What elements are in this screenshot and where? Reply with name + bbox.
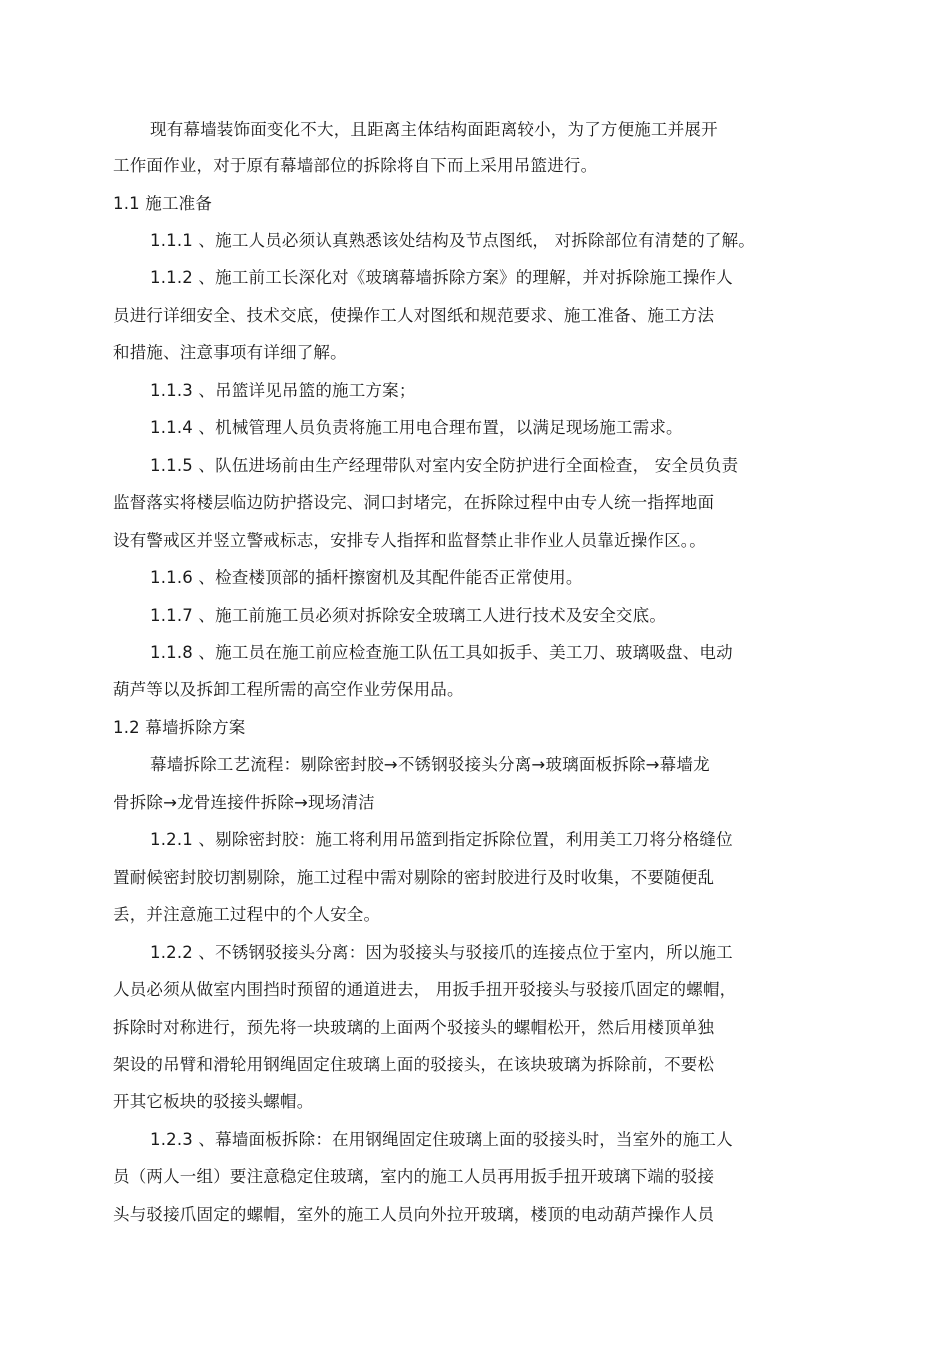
text-line: 1.1.1 、施工人员必须认真熟悉该处结构及节点图纸， 对拆除部位有清楚的了解。 xyxy=(150,231,755,250)
text-line: 开其它板块的驳接头螺帽。 xyxy=(113,1092,314,1111)
text-line: 葫芦等以及拆卸工程所需的高空作业劳保用品。 xyxy=(113,680,464,699)
text-line: 幕墙拆除工艺流程：剔除密封胶→不锈钢驳接头分离→玻璃面板拆除→幕墙龙 xyxy=(150,755,710,774)
text-line: 设有警戒区并竖立警戒标志，安排专人指挥和监督禁止非作业人员靠近操作区。。 xyxy=(113,531,706,550)
text-line: 1.1.2 、施工前工长深化对《玻璃幕墙拆除方案》的理解，并对拆除施工操作人 xyxy=(150,268,733,287)
text-line: 置耐候密封胶切割剔除，施工过程中需对剔除的密封胶进行及时收集，不要随便乱 xyxy=(113,868,715,887)
text-line: 员（两人一组）要注意稳定住玻璃，室内的施工人员再用扳手扭开玻璃下端的驳接 xyxy=(113,1167,715,1186)
text-line: 工作面作业，对于原有幕墙部位的拆除将自下而上采用吊篮进行。 xyxy=(113,156,598,175)
text-line: 头与驳接爪固定的螺帽，室外的施工人员向外拉开玻璃，楼顶的电动葫芦操作人员 xyxy=(113,1205,715,1224)
text-line: 丢，并注意施工过程中的个人安全。 xyxy=(113,905,381,924)
text-line: 1.2.3 、幕墙面板拆除：在用钢绳固定住玻璃上面的驳接头时，当室外的施工人 xyxy=(150,1130,733,1149)
text-line: 1.1.7 、施工前施工员必须对拆除安全玻璃工人进行技术及安全交底。 xyxy=(150,606,667,625)
section-heading: 1.1 施工准备 xyxy=(113,194,213,213)
text-line: 现有幕墙装饰面变化不大，且距离主体结构面距离较小，为了方便施工并展开 xyxy=(150,120,718,139)
text-line: 骨拆除→龙骨连接件拆除→现场清洁 xyxy=(113,793,375,812)
text-line: 1.1.5 、队伍进场前由生产经理带队对室内安全防护进行全面检查， 安全员负责 xyxy=(150,456,739,475)
section-heading: 1.2 幕墙拆除方案 xyxy=(113,718,246,737)
text-line: 人员必须从做室内围挡时预留的通道进去， 用扳手扭开驳接头与驳接爪固定的螺帽， xyxy=(113,980,737,999)
text-line: 1.1.3 、吊篮详见吊篮的施工方案； xyxy=(150,381,416,400)
text-line: 拆除时对称进行，预先将一块玻璃的上面两个驳接头的螺帽松开，然后用楼顶单独 xyxy=(113,1018,715,1037)
text-line: 1.2.1 、剔除密封胶：施工将利用吊篮到指定拆除位置，利用美工刀将分格缝位 xyxy=(150,830,733,849)
text-line: 1.1.6 、检查楼顶部的插杆擦窗机及其配件能否正常使用。 xyxy=(150,568,583,587)
text-line: 1.1.4 、机械管理人员负责将施工用电合理布置，以满足现场施工需求。 xyxy=(150,418,683,437)
text-line: 监督落实将楼层临边防护搭设完、洞口封堵完，在拆除过程中由专人统一指挥地面 xyxy=(113,493,715,512)
text-line: 员进行详细安全、技术交底，使操作工人对图纸和规范要求、施工准备、施工方法 xyxy=(113,306,715,325)
text-line: 架设的吊臂和滑轮用钢绳固定住玻璃上面的驳接头，在该块玻璃为拆除前，不要松 xyxy=(113,1055,715,1074)
text-line: 1.1.8 、施工员在施工前应检查施工队伍工具如扳手、美工刀、玻璃吸盘、电动 xyxy=(150,643,733,662)
text-line: 和措施、注意事项有详细了解。 xyxy=(113,343,347,362)
text-line: 1.2.2 、不锈钢驳接头分离：因为驳接头与驳接爪的连接点位于室内，所以施工 xyxy=(150,943,733,962)
